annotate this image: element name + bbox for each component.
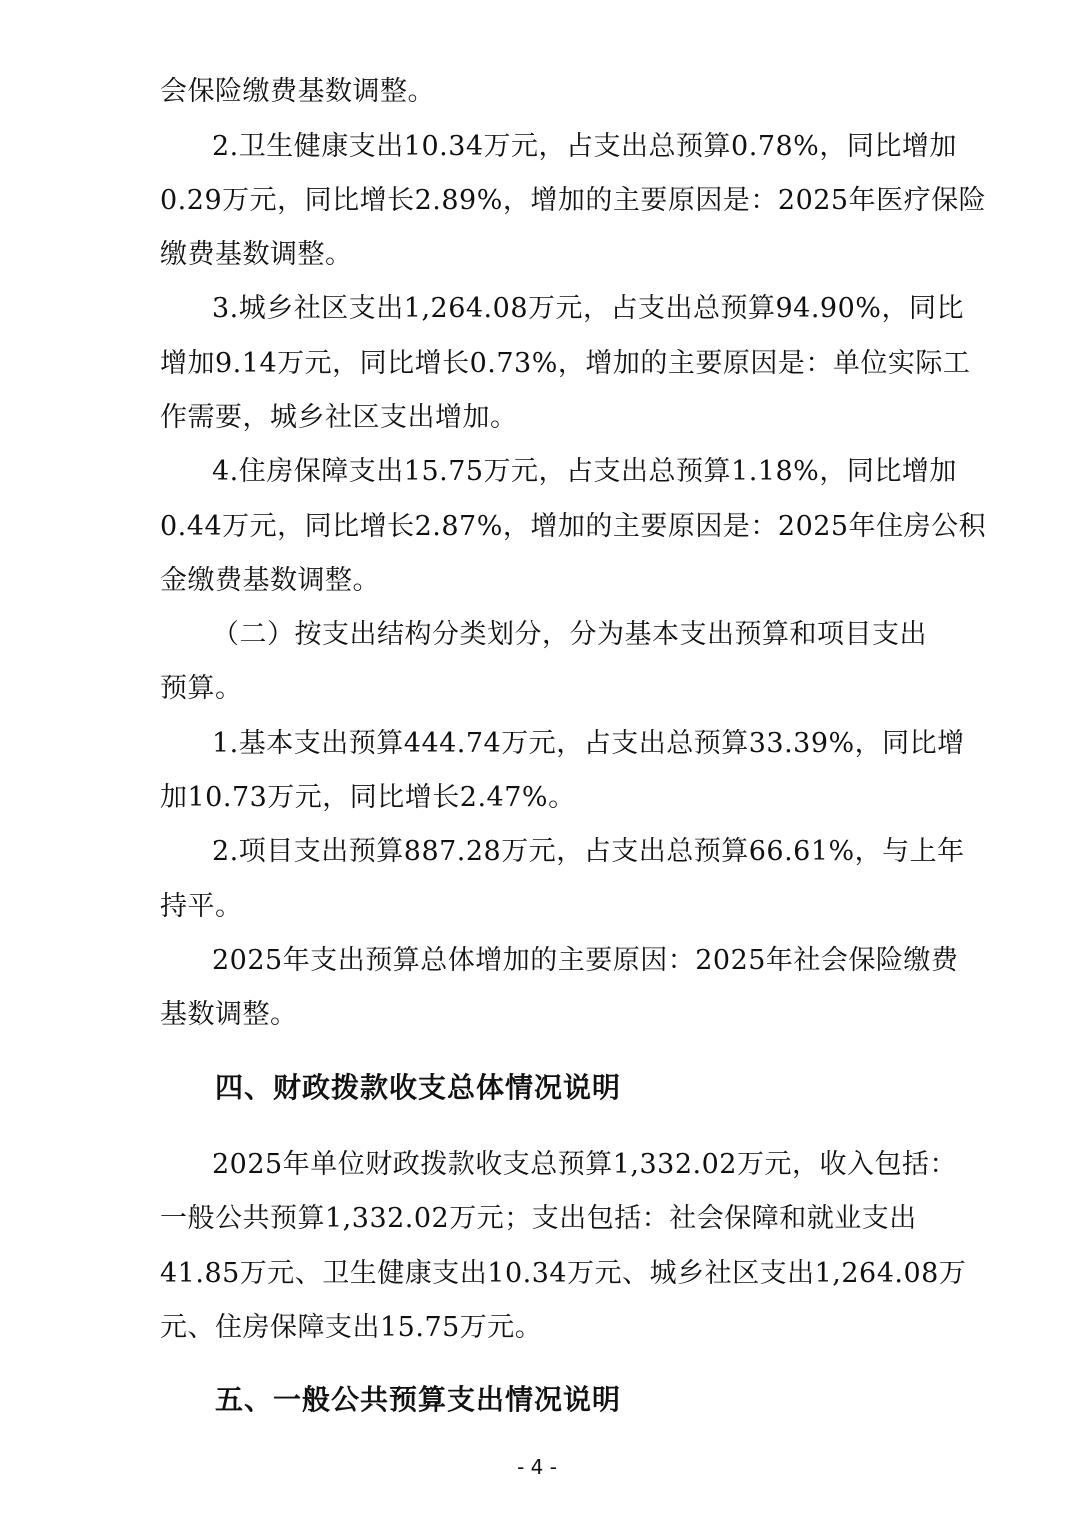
paragraph-line: 2025年支出预算总体增加的主要原因：2025年社会保险缴费: [212, 945, 959, 976]
paragraph-line: 41.85万元、卫生健康支出10.34万元、城乡社区支出1,264.08万: [160, 1258, 967, 1289]
paragraph-line: 作需要，城乡社区支出增加。: [160, 402, 518, 433]
paragraph-line: 3.城乡社区支出1,264.08万元，占支出总预算94.90%，同比: [212, 293, 964, 324]
paragraph-line: 会保险缴费基数调整。: [160, 76, 435, 107]
paragraph-line: 2.项目支出预算887.28万元，占支出总预算66.61%，与上年: [212, 836, 965, 867]
section-heading: 四、财政拨款收支总体情况说明: [215, 1071, 622, 1104]
paragraph-line: 增加9.14万元，同比增长0.73%，增加的主要原因是：单位实际工: [160, 348, 971, 379]
paragraph-line: 一般公共预算1,332.02万元；支出包括：社会保障和就业支出: [160, 1203, 917, 1234]
section-heading: 五、一般公共预算支出情况说明: [215, 1383, 622, 1416]
paragraph-line: （二）按支出结构分类划分，分为基本支出预算和项目支出: [212, 619, 927, 650]
paragraph-line: 加10.73万元，同比增长2.47%。: [160, 782, 576, 813]
paragraph-line: 4.住房保障支出15.75万元，占支出总预算1.18%，同比增加: [212, 456, 957, 487]
paragraph-line: 基数调整。: [160, 999, 298, 1030]
paragraph-line: 1.基本支出预算444.74万元，占支出总预算33.39%，同比增: [212, 728, 965, 759]
paragraph-line: 金缴费基数调整。: [160, 565, 380, 596]
paragraph-line: 元、住房保障支出15.75万元。: [160, 1312, 543, 1343]
paragraph-line: 0.29万元，同比增长2.89%，增加的主要原因是：2025年医疗保险: [160, 185, 987, 216]
paragraph-line: 0.44万元，同比增长2.87%，增加的主要原因是：2025年住房公积: [160, 511, 987, 542]
paragraph-line: 预算。: [160, 673, 243, 704]
paragraph-line: 2025年单位财政拨款收支总预算1,332.02万元，收入包括：: [212, 1149, 957, 1180]
paragraph-line: 缴费基数调整。: [160, 239, 353, 270]
page-number: - 4 -: [517, 1455, 557, 1479]
paragraph-line: 持平。: [160, 891, 243, 922]
paragraph-line: 2.卫生健康支出10.34万元，占支出总预算0.78%，同比增加: [212, 131, 957, 162]
